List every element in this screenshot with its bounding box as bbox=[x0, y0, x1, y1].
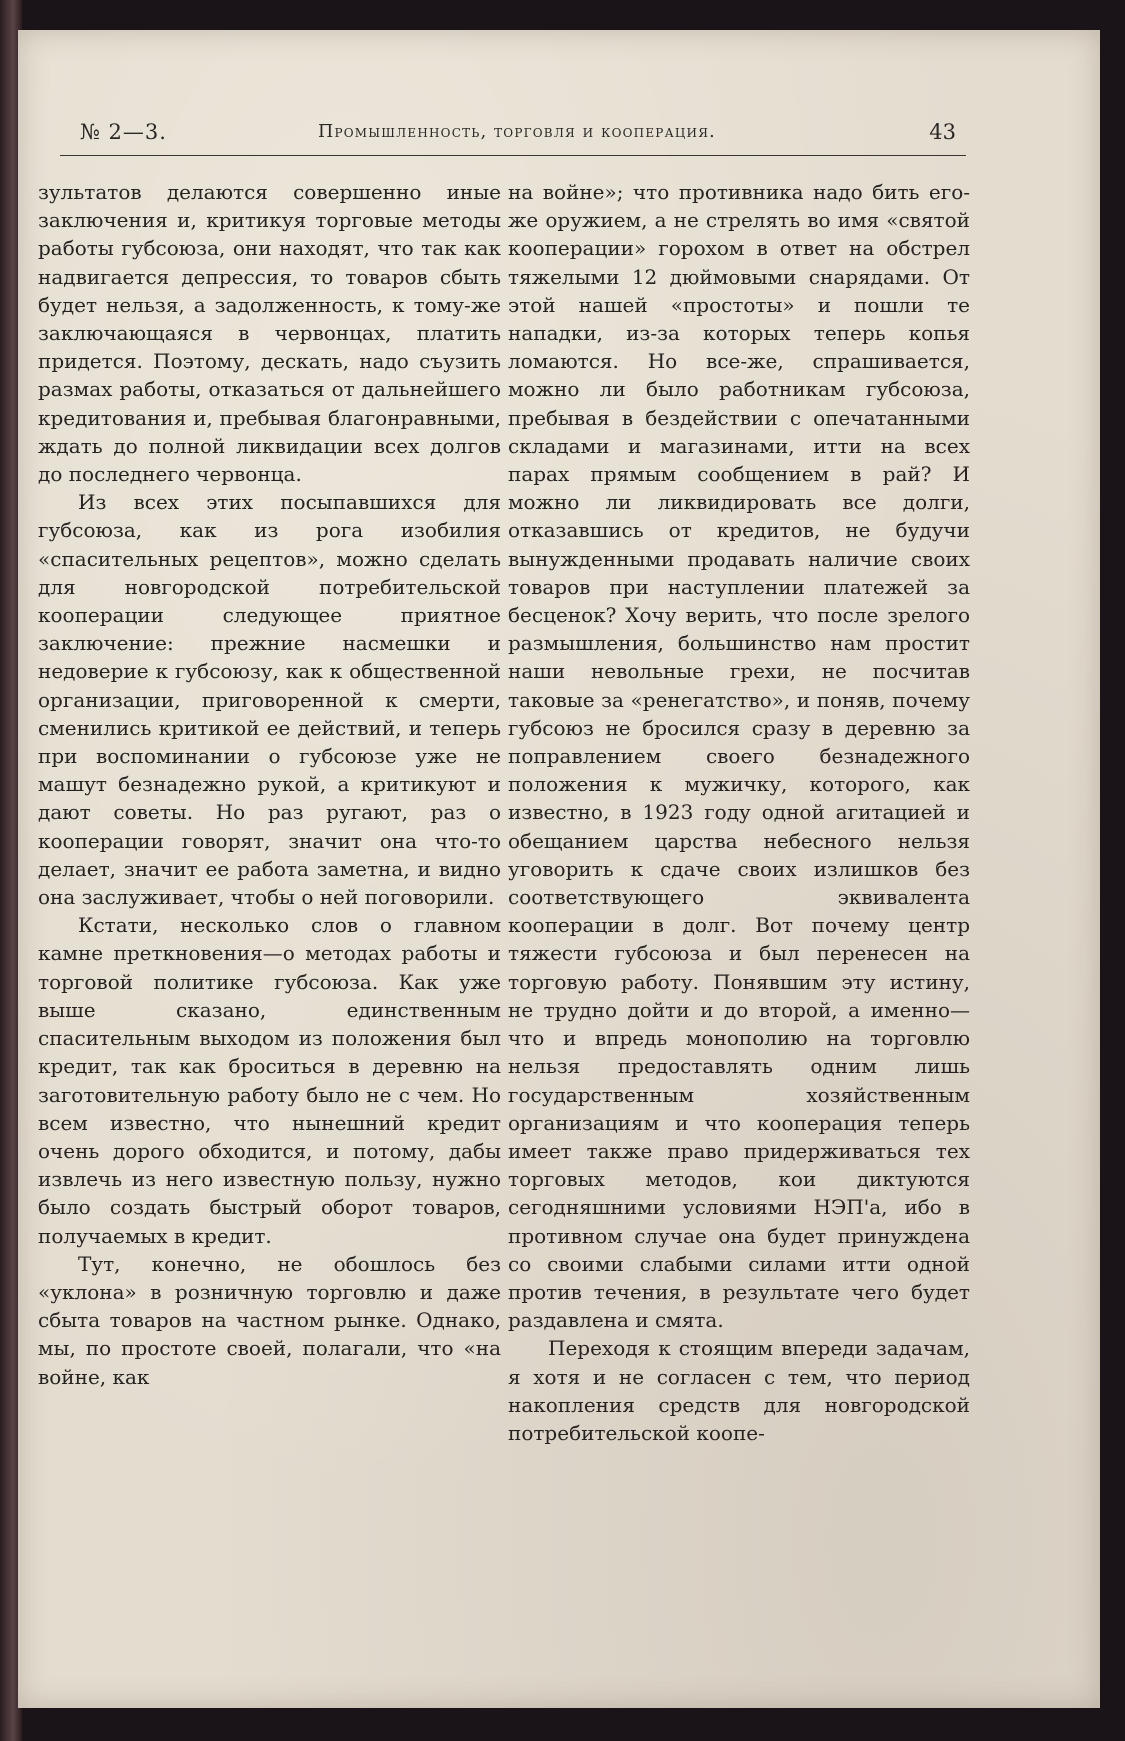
journal-page bbox=[18, 30, 1100, 1708]
right-column bbox=[508, 178, 970, 1447]
left-column bbox=[38, 178, 501, 1391]
paragraph: Переходя к стоящим впереди задачам, я хотя и не согласен с тем, что период накопления средств для новгородской потребительской коопе- bbox=[508, 1336, 970, 1445]
paragraph: Кстати, несколько слов о главном камне преткновения—о методах работы и торговой политике губсоюза. Как уже выше сказано, единственным спасительным выходом из положения был кредит, так как броситься в деревню на заготовительную работу было не с чем. Но всем известно, что нынешний кредит очень дорого обходится, и потому, дабы извлечь из него известную пользу, нужно было создать быстрый оборот товаров, получаемых в кредит. bbox=[38, 913, 501, 1248]
issue-number: № 2—3. bbox=[80, 120, 167, 144]
paragraph: Тут, конечно, не обошлось без «уклона» в розничную торговлю и даже сбыта товаров на частном рынке. Однако, мы, по простоте своей, полагали, что «на войне, как bbox=[38, 1251, 501, 1389]
paragraph: Из всех этих посыпавшихся для губсоюза, как из рога изобилия «спасительных рецептов», можно сделать для новгородской потребительской кооперации следующее приятное заключение: прежние насмешки и недоверие к губсоюзу, как к общественной организации, приговоренной к смерти, сменились критикой ее действий, и теперь при воспоминании о губсоюзе уже не машут безнадежно рукой, а критикуют и дают советы. Но раз ругают, раз о кооперации говорят, значит она что-то делает, значит ее работа заметна, и видно она заслуживает, чтобы о ней поговорили. bbox=[38, 490, 501, 910]
page-header bbox=[60, 120, 966, 150]
running-title: Промышленность, торговля и кооперация. bbox=[318, 122, 716, 142]
page-number: 43 bbox=[929, 120, 956, 144]
paragraph: зультатов делаются совершенно иные заключения и, критикуя торговые методы работы губсоюза, они находят, что так как надвигается депрессия, то товаров сбыть будет нельзя, а задолженность, к тому-же заключающаяся в червонцах, платить придется. Поэтому, дескать, надо съузить размах работы, отказаться от дальнейшего кредитования и, пребывая благонравными, ждать до полной ликвидации всех долгов до последнего червонца. bbox=[38, 180, 501, 487]
header-rule bbox=[60, 155, 966, 156]
paragraph: на войне»; что противника надо бить его-же оружием, а не стрелять во имя «святой кооперации» горохом в ответ на обстрел тяжелыми 12 дюймовыми снарядами. От этой нашей «простоты» и пошли те нападки, из-за которых теперь копья ломаются. Но все-же, спрашивается, можно ли было работникам губсоюза, пребывая в бездействии с опечатанными складами и магазинами, итти на всех парах прямым сообщением в рай? И можно ли ликвидировать все долги, отказавшись от кредитов, не будучи вынужденными продавать наличие своих товаров при наступлении платежей за бесценок? Хочу верить, что после зрелого размышления, большинство нам простит наши невольные грехи, не посчитав таковые за «ренегатство», и поняв, почему губсоюз не бросился сразу в деревню за поправлением своего безнадежного положения к мужичку, которого, как известно, в 1923 году одной агитацией и обещанием царства небесного нельзя уговорить к сдаче своих излишков без соответствующего эквивалента кооперации в долг. Вот почему центр тяжести губсоюза и был перенесен на торговую работу. Понявшим эту истину, не трудно дойти и до второй, а именно—что и впредь монополию на торговлю нельзя предоставлять одним лишь государственным хозяйственным организациям и что кооперация теперь имеет также право придерживаться тех торговых методов, кои диктуются сегодняшними условиями НЭП'а, ибо в противном случае она будет принуждена со своими слабыми силами итти одной против течения, в результате чего будет раздавлена и смята. bbox=[508, 180, 970, 1333]
